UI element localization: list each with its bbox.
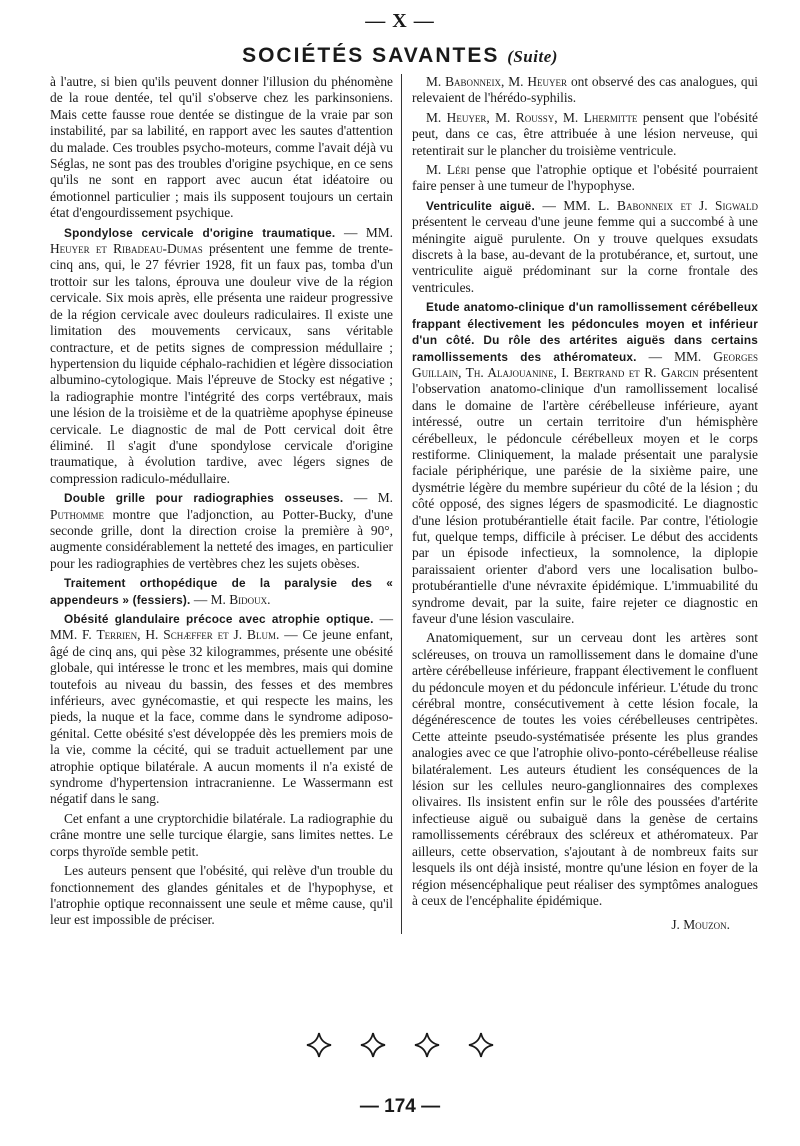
diamond-ornament-icon	[414, 1032, 440, 1058]
section-authors: — MM. L. Babonneix et J. Sigwald	[542, 197, 758, 213]
diamond-ornament-icon	[306, 1032, 332, 1058]
paragraph-body: pensent que l'obésité peut, dans ce cas, être attribuée à une lésion nerveuse, qui retentirait sur le plancher du troisième ventricule.	[412, 109, 758, 158]
section-title: Obésité glandulaire précoce avec atrophie optique.	[64, 612, 374, 626]
section-obesite	[50, 611, 393, 808]
section-authors: — MM. Georges Guillain, Th. Alajouanine, I. Bertrand et R. Garcin	[412, 348, 758, 380]
section-authors: — M. Puthomme	[50, 490, 393, 522]
paragraph	[412, 74, 758, 107]
section-body: présentent l'observation anatomo-clinique d'un ramollissement localisé dans le domaine de l'artère cérébelleuse inférieure, ayant intéressé, outre un certain territoire d'un hémisphère cérébelleux, le pédoncule cérébelleux moyen et le corps restiforme. Cliniquement, la malade présentait une paralysie faciale périphérique, une parésie de la sixième paire, une dysmétrie légère du membre supérieur du côté de la lésion ; du côté opposé, des signes légers de spasmodicité. Le diagnostic d'une lésion protubérantielle était facile. Par contre, l'étiologie fut, quelque temps, difficile à préciser. Le début des accidents par un épisode infectieux, la somnolence, la diplopie paraissaient orienter d'abord vers une localisation bulbo-protubérantielle d'une névraxite épidémique. L'immuabilité du syndrome devait, par la suite, faire rejeter ce diagnostic en faveur d'une lésion vasculaire.	[412, 364, 758, 626]
section-double-grille	[50, 490, 393, 572]
section-title: Ventriculite aiguë.	[426, 198, 535, 213]
diamond-ornament-icon	[360, 1032, 386, 1058]
section-title: Etude anatomo-clinique d'un ramollissement cérébelleux frappant électivement les pédoncules moyen et inférieur d'un côté. Du rôle des artérites aiguës dans certains ramollissements des athéromateux.	[412, 300, 758, 364]
paragraph: Anatomiquement, sur un cerveau dont les artères sont scléreuses, on trouva un ramollissement dans le domaine d'une artère cérébelleuse inférieure, frappant électivement le confluent du pédoncule moyen et du pédoncule inférieur. L'étude du tronc cérébral montre, consécutivement à cette lésion focale, la dégénérescence de toutes les voies cérébelleuses centripètes. Cette atteinte pseudo-systématisée présente les plus grandes analogies avec ce que l'atrophie olivo-ponto-cérébelleuse réalise bilatéralement. Les auteurs étudient les conséquences de la lésion sur les cellules neuro-ganglionnaires des complexes olivaires. Ils insistent enfin sur le rôle des poussées d'artérite infectieuse aiguë ou subaiguë dans la genèse de certains ramollissements cérébraux des scléreux et athéromateux. Par ailleurs, cette observation, s'ajoutant à de nombreux faits sur lesquels ils ont déjà insisté, montre qu'une lésion en foyer de la région mésencéphalique peut réaliser des symptômes analogues à ceux de l'encéphalite épidémique.	[412, 630, 758, 908]
page-title	[0, 44, 800, 68]
page-number: — 174 —	[359, 1096, 441, 1117]
section-title: Double grille pour radiographies osseuses.	[64, 491, 344, 506]
section-body: montre que l'adjonction, au Potter-Bucky, d'une seconde grille, dont la direction croise la première à 90°, augmente considérablement la netteté des images, en particulier pour les radiographies de vertèbres chez les sujets obèses.	[50, 506, 393, 571]
column-divider	[401, 74, 402, 934]
section-body: — Ce jeune enfant, âgé de cinq ans, qui pèse 32 kilogrammes, présente une obésité globale, qui intéresse le tronc et les membres, mais qui domine toutefois au niveau du bassin, des fesses et des membres inférieurs, avec gynécomastie, et qui respecte les mains, les pieds, la nuque et la face, comme dans le syndrome adiposo-génital. Cette obésité s'est développée dès les premiers mois de la vie, comme la cécité, qui se traduit actuellement par une atrophie optique bilatérale. A aucun moments il n'a existé de syndrome d'hypertension intracranienne. Le Wassermann est négatif dans le sang.	[50, 627, 393, 807]
signature: J. Mouzon.	[671, 917, 730, 933]
page-folio: — X —	[365, 10, 435, 32]
paragraph	[412, 110, 758, 159]
section-authors: — MM. Heuyer et Ribadeau-Dumas	[50, 224, 393, 257]
paragraph-authors: M. Heuyer, M. Roussy, M. Lhermitte	[426, 109, 638, 125]
title-main: SOCIÉTÉS SAVANTES	[242, 44, 500, 67]
section-spondylose	[50, 225, 393, 488]
section-title: Traitement orthopédique de la paralysie des « appendeurs » (fessiers).	[50, 576, 393, 607]
paragraph: Les auteurs pensent que l'obésité, qui relève d'un trouble du fonctionnement des glandes génitales et de l'hypophyse, et l'atrophie optique reconnaissent une seule et même cause, qu'il leur est impossible de préciser.	[50, 863, 393, 928]
section-authors: — MM. F. Terrien, H. Schæffer et J. Blum.	[50, 611, 393, 643]
title-suffix: (Suite)	[507, 47, 558, 66]
section-ventriculite	[412, 198, 758, 296]
paragraph-body: pense que l'atrophie optique et l'obésité pourraient faire penser à une tumeur de l'hypophyse.	[412, 162, 758, 194]
diamond-ornament-icon	[468, 1032, 494, 1058]
left-column	[50, 74, 393, 932]
section-traitement	[50, 575, 393, 608]
paragraph	[412, 162, 758, 195]
section-etude	[412, 299, 758, 627]
section-body: présentent une femme de trente-cinq ans, qui, le 27 février 1928, fit un faux pas, tomba d'un trottoir sur les talons, éprouva une douleur vive de la région cervicale. Six mois après, elle présenta une raideur progressive de la région cervicale avec douleurs radiculaires. Il existe une limitation des mouvements cervicaux, sans véritable contracture, et de petits signes de compression médullaire ; hypertension du liquide céphalo-rachidien et légère dissociation albumino-cytologique. Mais l'épreuve de Stocky est négative ; la radiographie montre l'intégrité des corps vertébraux, mais une lésion de la troisième et de la quatrième apophyse épineuse cervicale. Le diagnostic de mal de Pott cervical doit être éliminé. Il s'agit d'une spondylose cervicale d'origine traumatique, à évolution tardive, avec légers signes de compression radiculo-médullaire.	[50, 241, 393, 486]
ornament-row	[0, 1032, 800, 1058]
paragraph-authors: M. Babonneix, M. Heuyer	[426, 74, 568, 89]
paragraph-authors: M. Léri	[426, 162, 470, 178]
section-body: présentent le cerveau d'une jeune femme qui a succombé à une méningite aiguë purulente. On y trouve quelques exsudats discrets à la base, au-devant de la protubérance, et, surtout, une ventriculite aiguë prédominant sur la corne frontale des ventricules.	[412, 214, 758, 295]
paragraph-body: ont observé des cas analogues, qui relevaient de l'hérédo-syphilis.	[412, 74, 758, 106]
paragraph: à l'autre, si bien qu'ils peuvent donner l'illusion du phénomène de la roue dentée, tel qu'il s'observe chez les parkinsoniens. Mais cette fausse roue dentée se distingue de la vraie par son instabilité, par sa labilité, en rapport avec les sautes d'attention du malade. Ces troubles psycho-moteurs, comme l'avait déjà vu Séglas, ne sont pas des troubles d'origine psychique, en ce sens qu'ils ne sont en rapport avec aucun état idéatoire ou émotionnel particulier ; mais ils supposent toujours un certain état d'engourdissement psychique.	[50, 74, 393, 221]
section-title: Spondylose cervicale d'origine traumatique.	[64, 225, 336, 240]
paragraph: Cet enfant a une cryptorchidie bilatérale. La radiographie du crâne montre une selle turcique élargie, sans limites nettes. Le corps thyroïde semble petit.	[50, 810, 393, 859]
right-column	[412, 74, 758, 934]
section-authors: — M. Bidoux.	[193, 591, 271, 607]
